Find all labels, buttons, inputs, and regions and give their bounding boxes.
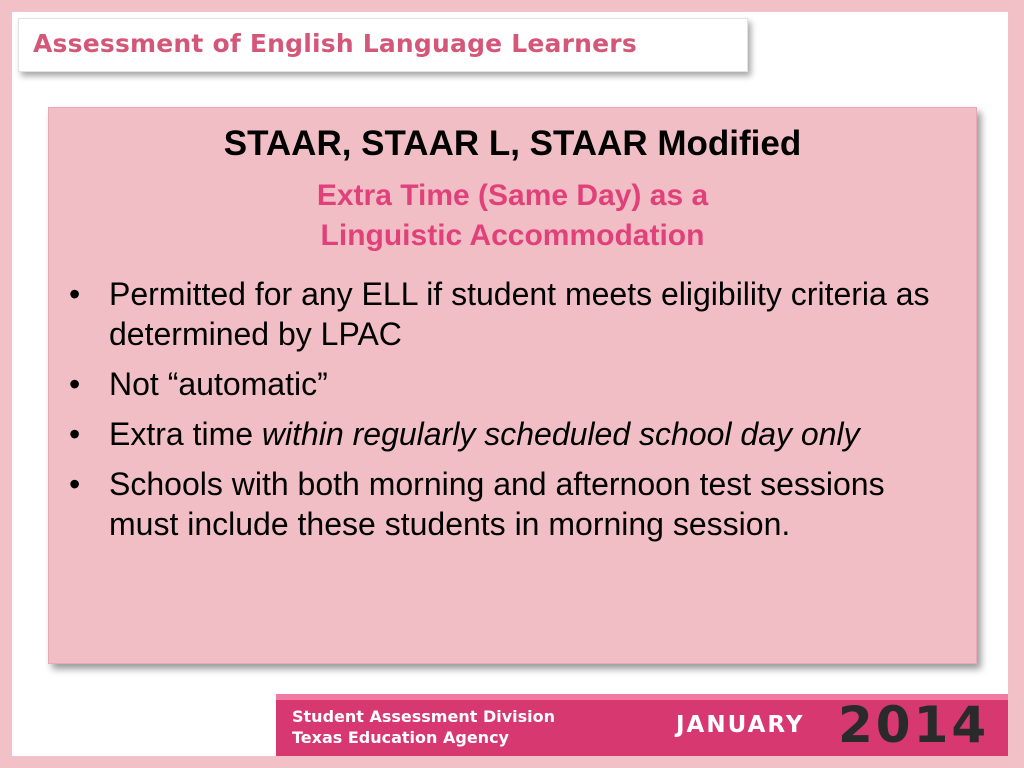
footer-banner: [276, 694, 1008, 756]
content-panel: [48, 107, 977, 664]
header-title: Assessment of English Language Learners: [33, 29, 637, 58]
bullet-icon: •: [69, 416, 81, 452]
footer-division: Student Assessment Division: [292, 707, 556, 726]
header-banner: [18, 18, 748, 72]
footer-year: 2014: [838, 696, 990, 754]
bullet-item: [59, 274, 959, 354]
bullet-icon: •: [69, 366, 81, 402]
bullet-item: [59, 364, 959, 404]
subtitle-line-1: Extra Time (Same Day) as a: [316, 179, 709, 212]
bullet-item: [59, 414, 959, 454]
footer-month: JANUARY: [676, 712, 805, 738]
bullet-icon: •: [69, 466, 81, 502]
footer-agency: Texas Education Agency: [292, 728, 509, 747]
bullet-list: [59, 274, 959, 554]
bullet-text: Schools with both morning and afternoon test sessions must include these students in morning session.: [109, 466, 885, 542]
subtitle-line-2: Linguistic Accommodation: [320, 219, 705, 252]
bullet-text: Extra time: [109, 416, 262, 452]
bullet-text: Permitted for any ELL if student meets eligibility criteria as determined by LPAC: [109, 276, 930, 352]
content-subtitle: [49, 176, 976, 256]
bullet-icon: •: [69, 276, 81, 312]
bullet-text: Not “automatic”: [109, 366, 328, 402]
bullet-text-italic: within regularly scheduled school day only: [261, 416, 860, 452]
content-title: STAAR, STAAR L, STAAR Modified: [223, 124, 802, 163]
bullet-item: [59, 464, 959, 544]
